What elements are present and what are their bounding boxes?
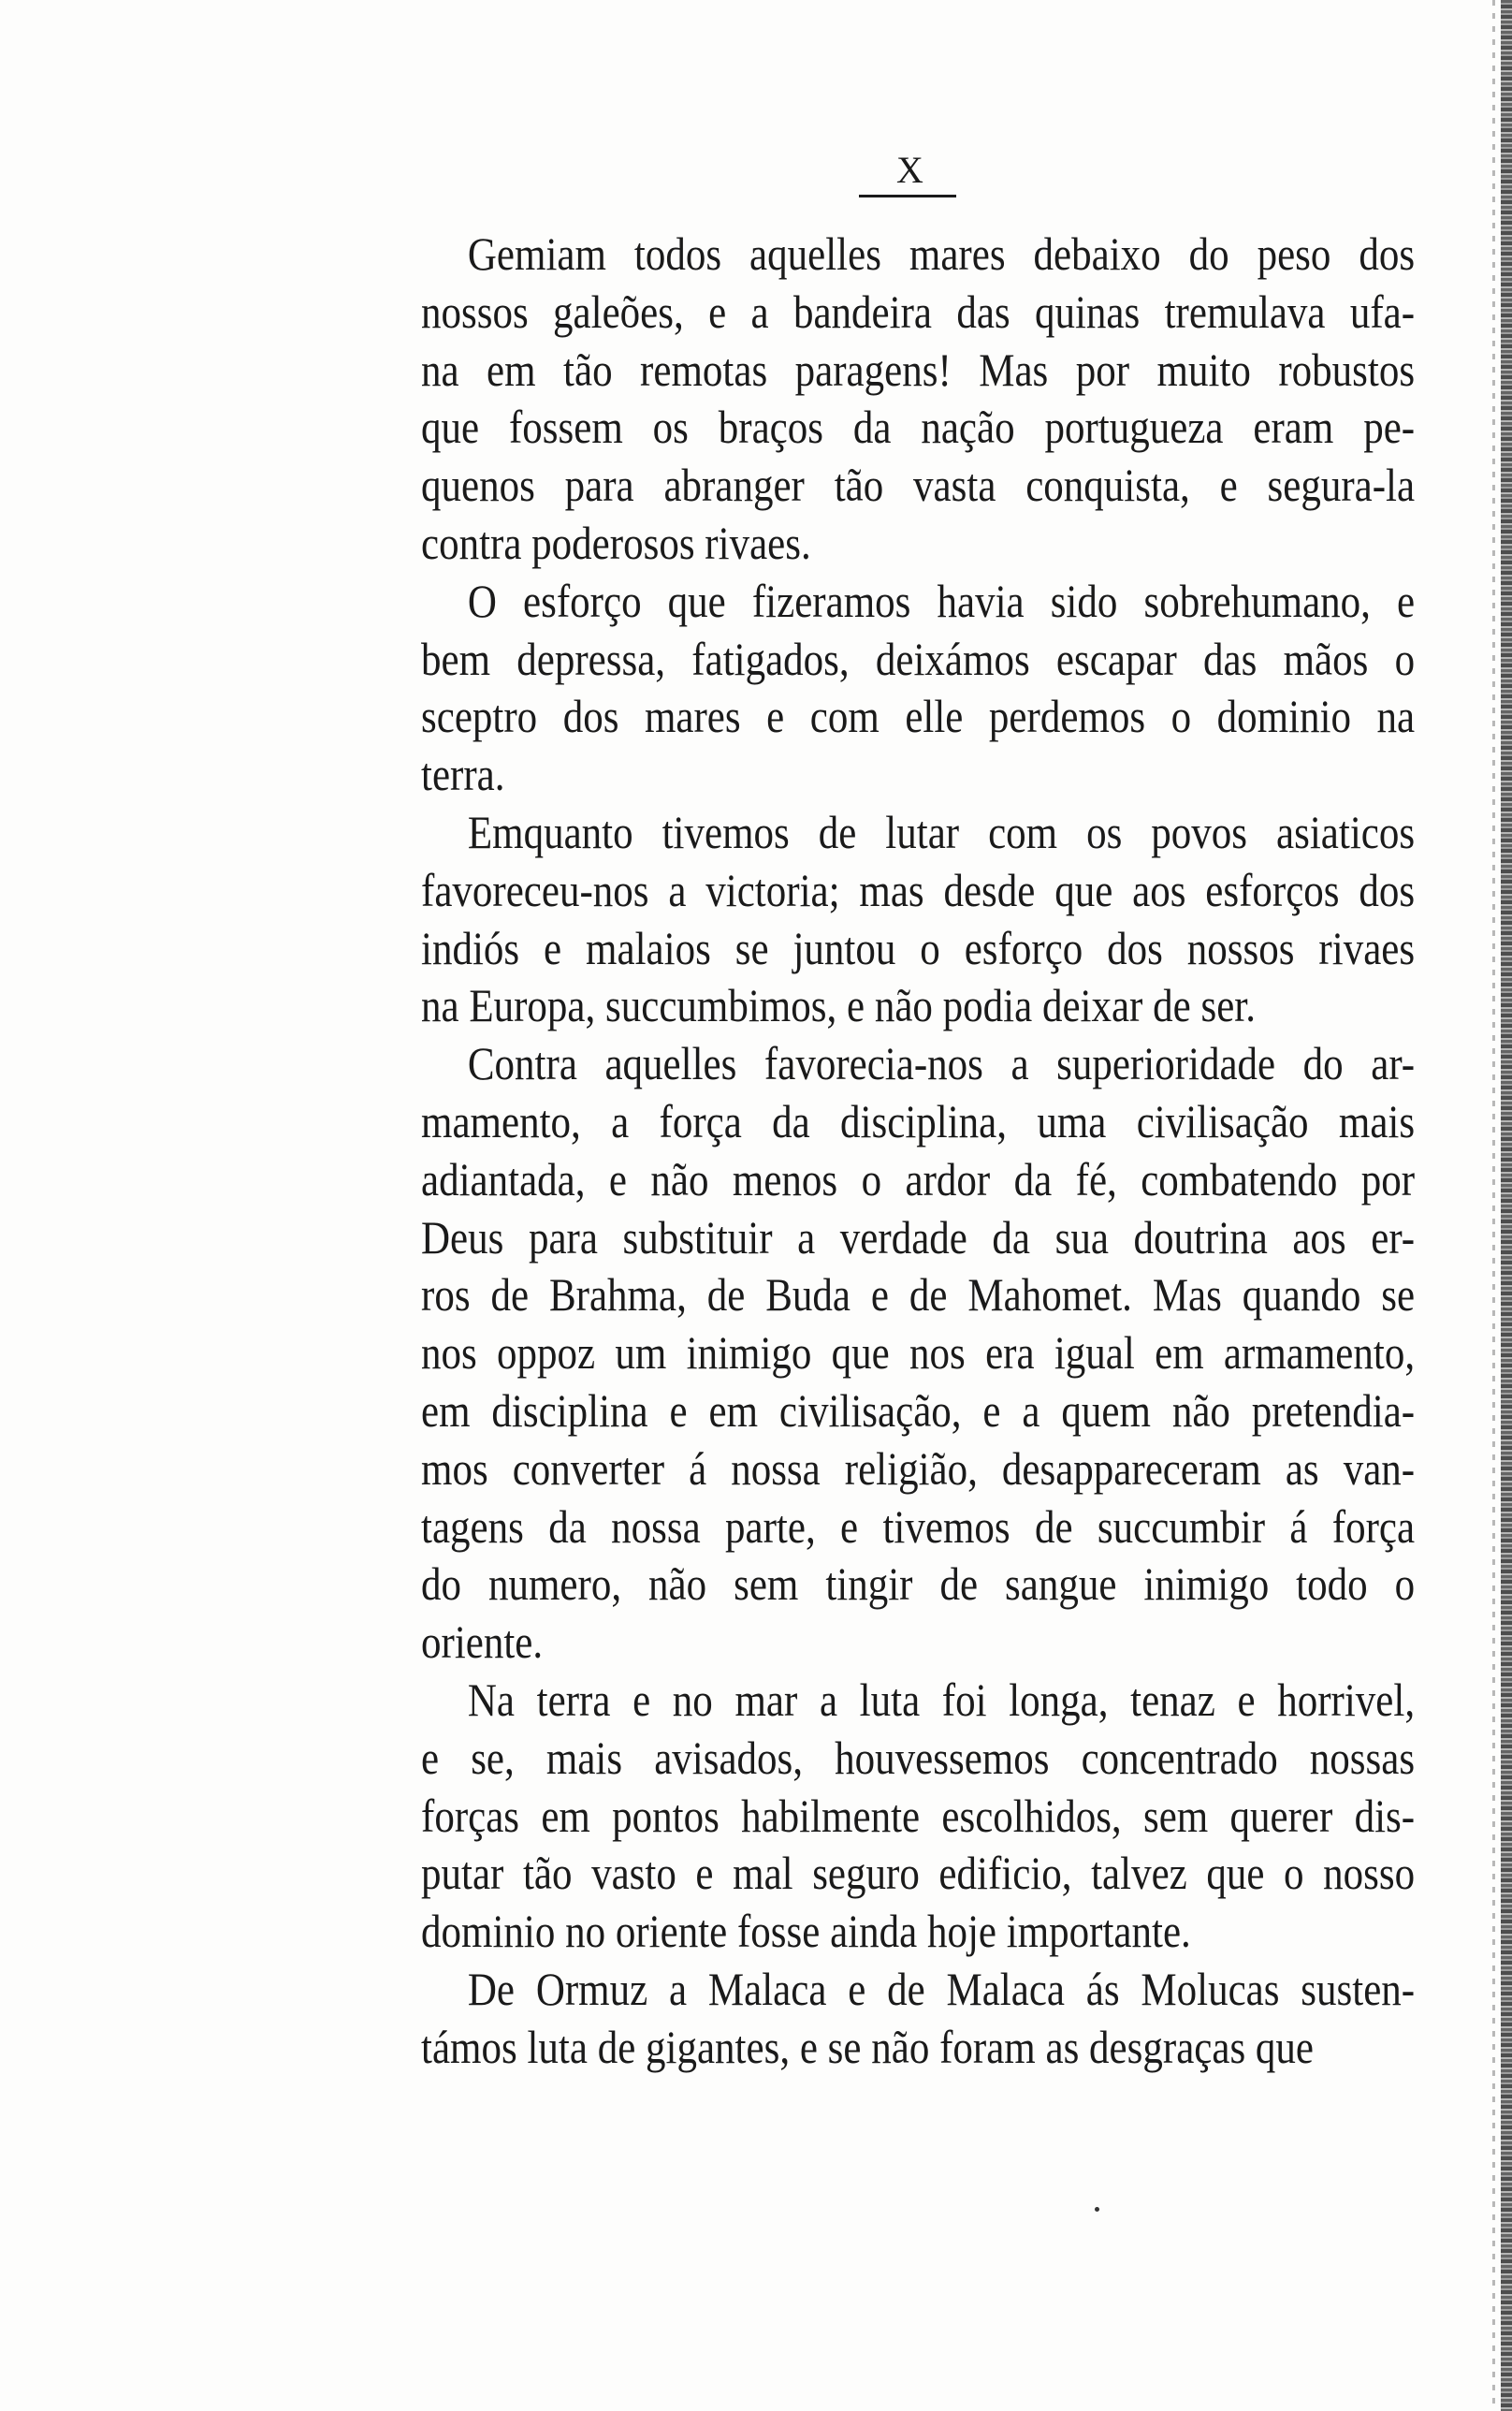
text-line: favoreceu-nos a victoria; mas desde que aos esforços dos [421,863,1416,916]
binding-edge [1501,0,1512,2411]
ink-speck [1095,2207,1099,2212]
paragraph [421,226,1415,573]
text-line: O esforço que fizeramos havia sido sobrehumano, e [467,574,1416,627]
text-line: e se, mais avisados, houvessemos concentrado nossas [421,1731,1416,1784]
paragraph [421,573,1415,804]
text-line: oriente. [421,1615,544,1669]
text-line: na Europa, succumbimos, e não podia deixar de ser. [421,979,1256,1032]
text-line: que fossem os braços da nação portugueza eram pe- [421,401,1416,454]
text-line: na em tão remotas paragens! Mas por muito robustos [421,343,1416,396]
text-line: Na terra e no mar a luta foi longa, tenaz e horrivel, [467,1673,1416,1726]
paragraph [421,804,1415,1035]
paragraph [421,1961,1415,2077]
text-line: quenos para abranger tão vasta conquista, e segura-la [421,459,1416,512]
body-text [421,226,1415,2077]
text-line: ros de Brahma, de Buda e de Mahomet. Mas quando se [421,1268,1416,1322]
page-number-rule [859,195,956,197]
text-line: terra. [421,748,505,801]
paragraph [421,1035,1415,1672]
binding-edge-shadow [1492,0,1495,2411]
text-line: contra poderosos rivaes. [421,516,811,569]
text-line: nos oppoz um inimigo que nos era igual em armamento, [421,1326,1416,1380]
text-line: putar tão vasto e mal seguro edificio, talvez que o nosso [421,1847,1416,1900]
text-line: do numero, não sem tingir de sangue inimigo todo o [421,1557,1416,1611]
text-line: mos converter á nossa religião, desappareceram as van- [421,1441,1416,1495]
text-line: Contra aquelles favorecia-nos a superioridade do ar- [467,1037,1416,1090]
text-line: forças em pontos habilmente escolhidos, sem querer dis- [421,1789,1416,1842]
text-line: Deus para substituir a verdade da sua doutrina aos er- [421,1210,1416,1264]
text-line: em disciplina e em civilisação, e a quem não pretendia- [421,1383,1416,1437]
text-line: Gemiam todos aquelles mares debaixo do peso dos [467,227,1416,280]
page-number: X [896,149,924,191]
text-line: adiantada, e não menos o ardor da fé, combatendo por [421,1152,1416,1206]
text-line: támos luta de gigantes, e se não foram as desgraças que [421,2020,1315,2073]
text-line: nossos galeões, e a bandeira das quinas tremulava ufa- [421,285,1416,338]
text-line: sceptro dos mares e com elle perdemos o dominio na [421,690,1416,743]
text-line: indiós e malaios se juntou o esforço dos nossos rivaes [421,921,1416,974]
text-line: De Ormuz a Malaca e de Malaca ás Molucas susten- [467,1962,1416,2015]
text-line: tagens da nossa parte, e tivemos de succumbir á força [421,1499,1416,1553]
text-line: bem depressa, fatigados, deixámos escapar das mãos o [421,632,1416,685]
text-line: mamento, a força da disciplina, uma civilisação mais [421,1094,1416,1147]
text-line: dominio no oriente fosse ainda hoje importante. [421,1905,1191,1958]
paragraph [421,1672,1415,1961]
text-line: Emquanto tivemos de lutar com os povos asiaticos [467,805,1416,858]
